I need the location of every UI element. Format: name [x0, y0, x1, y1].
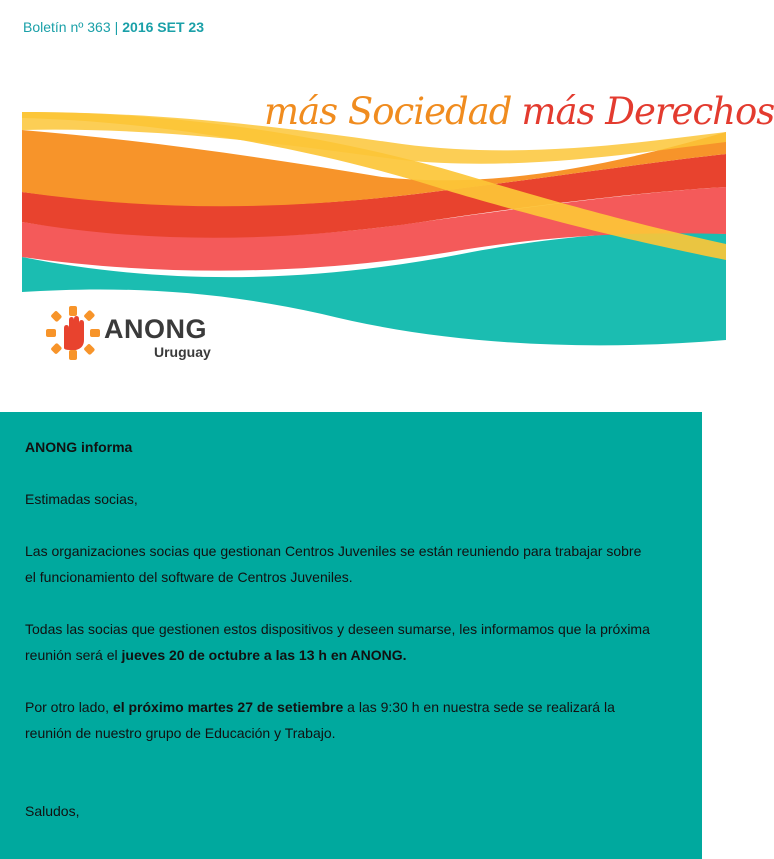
issue-line	[23, 19, 204, 35]
banner-slogan	[264, 90, 774, 133]
paragraph-3-bold: el próximo martes 27 de setiembre	[112, 699, 344, 715]
paragraph-3-text-end: a las 9:30 h en nuestra sede se realizará la reunión de nuestro grupo de Educación y Trabajo.	[25, 699, 615, 741]
issue-date: 2016 SET 23	[122, 19, 204, 35]
paragraph-1: Las organizaciones socias que gestionan Centros Juveniles se están reuniendo para trabajar sobre el funcionamiento del software de Centros Juveniles.	[25, 543, 642, 585]
spacer	[25, 772, 652, 798]
greeting: Estimadas socias,	[25, 491, 138, 507]
paragraph-2-bold: jueves 20 de octubre a las 13 h en ANONG.	[121, 647, 407, 663]
paragraph-2	[25, 616, 652, 668]
paragraph-2-text: Todas las socias que gestionen estos dispositivos y deseen sumarse, les informamos que la próxima reunión será el	[25, 621, 650, 663]
slogan-part-1: más Sociedad	[264, 90, 512, 133]
newsletter-body	[0, 412, 702, 859]
closing: Saludos,	[25, 803, 80, 819]
paragraph-3	[25, 694, 652, 746]
section-heading: ANONG informa	[25, 439, 133, 455]
issue-number: Boletín nº 363	[23, 19, 111, 35]
hand-sun-icon	[44, 304, 102, 362]
logo-subtitle: Uruguay	[154, 344, 211, 360]
logo-name: ANONG	[104, 314, 207, 344]
slogan-part-2: más Derechos	[521, 90, 774, 133]
paragraph-3-text: Por otro lado,	[25, 699, 113, 715]
issue-separator: |	[114, 19, 119, 35]
